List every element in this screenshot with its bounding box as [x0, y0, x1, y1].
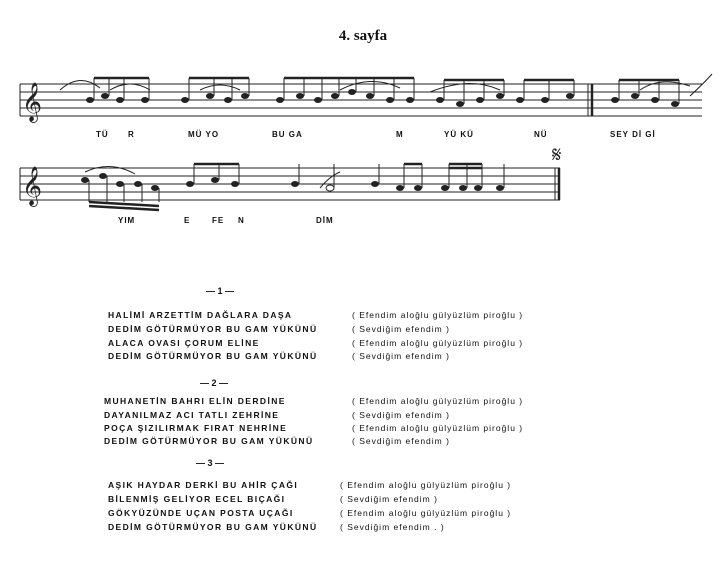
refrain-line: ( Sevdiğim efendim . ): [340, 522, 445, 532]
refrain-line: ( Sevdiğim efendim ): [352, 436, 450, 446]
verse-line: DEDİM GÖTÜRMÜYOR BU GAM YÜKÜNÜ: [104, 436, 314, 446]
lyric-syllable: TÜ: [96, 130, 109, 139]
verse-line: HALİMİ ARZETTİM DAĞLARA DAŞA: [108, 310, 293, 320]
beams-staff-1: [94, 78, 679, 80]
lyric-syllable: FE: [212, 216, 225, 225]
segno-icon: 𝄋: [552, 143, 562, 168]
svg-text:𝄞: 𝄞: [22, 82, 43, 122]
verse-number: — 3 —: [196, 458, 225, 468]
verse-line: AŞIK HAYDAR DERKİ BU AHİR ÇAĞI: [108, 480, 299, 490]
music-notation: [0, 0, 726, 230]
lyric-syllable: M: [396, 130, 404, 139]
verse-line: DEDİM GÖTÜRMÜYOR BU GAM YÜKÜNÜ: [108, 351, 318, 361]
staff-2-lines: [20, 168, 560, 200]
refrain-line: ( Efendim aloğlu gülyüzlüm piroğlu ): [352, 396, 524, 406]
beams-staff-2: [89, 164, 482, 210]
lyric-syllable: MÜ YO: [188, 130, 220, 139]
lyric-syllable: N: [238, 216, 245, 225]
lyric-syllable: DİM: [316, 216, 334, 225]
lyric-syllable: YÜ KÜ: [444, 130, 474, 139]
refrain-line: ( Sevdiğim efendim ): [340, 494, 438, 504]
verse-line: ALACA OVASI ÇORUM ELİNE: [108, 338, 260, 348]
refrain-line: ( Efendim aloğlu gülyüzlüm piroğlu ): [352, 338, 524, 348]
refrain-line: ( Sevdiğim efendim ): [352, 410, 450, 420]
refrain-line: ( Efendim aloğlu gülyüzlüm piroğlu ): [352, 423, 524, 433]
verse-number: — 1 —: [206, 286, 235, 296]
lyric-syllable: E: [184, 216, 191, 225]
verse-number: — 2 —: [200, 378, 229, 388]
lyric-syllable: R: [128, 130, 135, 139]
refrain-line: ( Efendim aloğlu gülyüzlüm piroğlu ): [352, 310, 524, 320]
lyric-syllable: SEY Dİ Gİ: [610, 130, 656, 139]
svg-text:𝄞: 𝄞: [22, 166, 43, 206]
refrain-line: ( Sevdiğim efendim ): [352, 351, 450, 361]
treble-clef-icon: [22, 82, 42, 207]
refrain-line: ( Efendim aloğlu gülyüzlüm piroğlu ): [340, 508, 512, 518]
lyric-syllable: YIM: [118, 216, 136, 225]
verse-line: POÇA ŞIZILIRMAK FIRAT NEHRİNE: [104, 423, 288, 433]
refrain-line: ( Efendim aloğlu gülyüzlüm piroğlu ): [340, 480, 512, 490]
verse-line: DAYANILMAZ ACI TATLI ZEHRİNE: [104, 410, 280, 420]
verse-line: DEDİM GÖTÜRMÜYOR BU GAM YÜKÜNÜ: [108, 522, 318, 532]
page-title: 4. sayfa: [338, 28, 388, 44]
lyric-syllable: BU GA: [272, 130, 303, 139]
verse-line: DEDİM GÖTÜRMÜYOR BU GAM YÜKÜNÜ: [108, 324, 318, 334]
verse-line: GÖKYÜZÜNDE UÇAN POSTA UÇAĞI: [108, 508, 294, 518]
verse-line: BİLENMİŞ GELİYOR ECEL BIÇAĞI: [108, 494, 286, 504]
lyric-syllable: NÜ: [534, 130, 548, 139]
refrain-line: ( Sevdiğim efendim ): [352, 324, 450, 334]
verse-line: MUHANETİN BAHRI ELİN DERDİNE: [104, 396, 286, 406]
